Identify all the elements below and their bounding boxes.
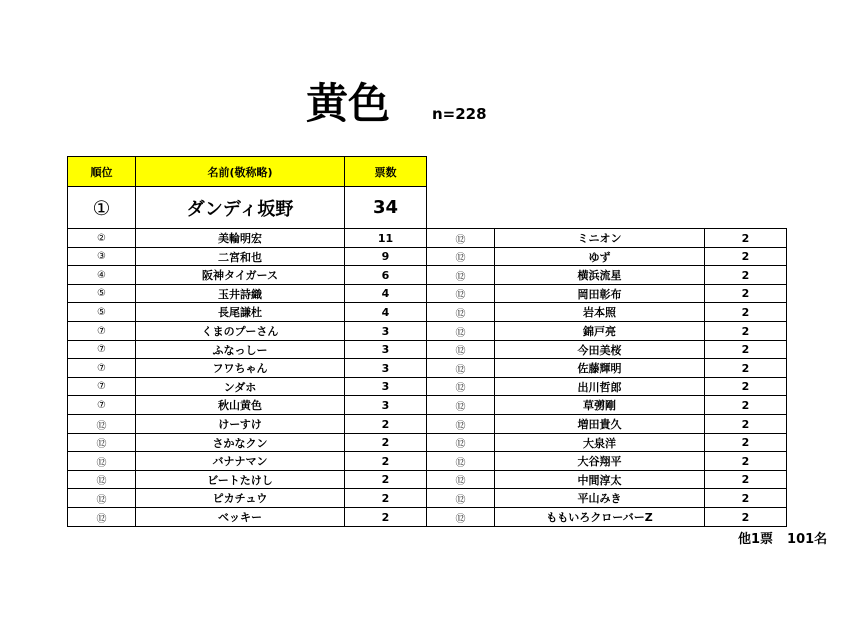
left-row-votes: 2 xyxy=(344,507,427,527)
right-row-votes: 2 xyxy=(704,377,787,396)
left-row-name: 美輪明宏 xyxy=(135,228,345,248)
right-row-votes: 2 xyxy=(704,507,787,527)
left-row-votes: 2 xyxy=(344,433,427,452)
right-row-rank: ⑫ xyxy=(426,488,495,508)
left-row-rank: ⑦ xyxy=(67,395,136,415)
left-row-name: ビートたけし xyxy=(135,470,345,489)
left-row-rank: ④ xyxy=(67,265,136,285)
right-row-rank: ⑫ xyxy=(426,284,495,303)
right-row-rank: ⑫ xyxy=(426,340,495,359)
right-row-rank: ⑫ xyxy=(426,265,495,285)
right-row-votes: 2 xyxy=(704,284,787,303)
left-row-rank: ② xyxy=(67,228,136,248)
right-row-votes: 2 xyxy=(704,340,787,359)
left-row-name: フワちゃん xyxy=(135,358,345,378)
page-title: 黄色 xyxy=(306,79,391,128)
right-row-votes: 2 xyxy=(704,302,787,322)
left-row-name: くまのプーさん xyxy=(135,321,345,341)
left-row-name: さかなクン xyxy=(135,433,345,452)
left-row-rank: ⑫ xyxy=(67,470,136,489)
left-row-rank: ⑤ xyxy=(67,284,136,303)
right-row-rank: ⑫ xyxy=(426,395,495,415)
top-name: ダンディ坂野 xyxy=(135,186,345,229)
left-row-votes: 6 xyxy=(344,265,427,285)
right-row-name: ミニオン xyxy=(494,228,705,248)
left-row-votes: 3 xyxy=(344,377,427,396)
right-row-name: 増田貴久 xyxy=(494,414,705,434)
left-row-name: 秋山黄色 xyxy=(135,395,345,415)
header-rank: 順位 xyxy=(67,156,136,187)
right-row-name: 中間淳太 xyxy=(494,470,705,489)
header-name: 名前(敬称略) xyxy=(135,156,345,187)
top-votes: 34 xyxy=(344,186,427,229)
right-row-votes: 2 xyxy=(704,470,787,489)
sample-size: n=228 xyxy=(432,105,487,123)
right-row-rank: ⑫ xyxy=(426,433,495,452)
left-row-name: 阪神タイガース xyxy=(135,265,345,285)
right-row-votes: 2 xyxy=(704,488,787,508)
left-row-rank: ⑫ xyxy=(67,451,136,471)
left-row-rank: ⑫ xyxy=(67,433,136,452)
right-row-name: 佐藤輝明 xyxy=(494,358,705,378)
left-row-votes: 3 xyxy=(344,358,427,378)
left-row-rank: ⑫ xyxy=(67,488,136,508)
left-row-votes: 3 xyxy=(344,321,427,341)
right-row-name: ゆず xyxy=(494,247,705,266)
left-row-rank: ⑤ xyxy=(67,302,136,322)
right-row-votes: 2 xyxy=(704,265,787,285)
left-row-name: 長尾謙杜 xyxy=(135,302,345,322)
left-row-votes: 2 xyxy=(344,488,427,508)
left-row-name: 玉井詩織 xyxy=(135,284,345,303)
right-row-name: 出川哲郎 xyxy=(494,377,705,396)
right-row-rank: ⑫ xyxy=(426,302,495,322)
right-row-rank: ⑫ xyxy=(426,451,495,471)
right-row-rank: ⑫ xyxy=(426,228,495,248)
right-row-name: 平山みき xyxy=(494,488,705,508)
left-row-name: ふなっしー xyxy=(135,340,345,359)
right-row-rank: ⑫ xyxy=(426,358,495,378)
right-row-votes: 2 xyxy=(704,247,787,266)
left-row-name: バナナマン xyxy=(135,451,345,471)
left-row-votes: 2 xyxy=(344,451,427,471)
left-row-rank: ⑦ xyxy=(67,358,136,378)
left-row-votes: 3 xyxy=(344,395,427,415)
right-row-name: 大泉洋 xyxy=(494,433,705,452)
right-row-name: 岩本照 xyxy=(494,302,705,322)
header-votes: 票数 xyxy=(344,156,427,187)
right-row-name: ももいろクローバーZ xyxy=(494,507,705,527)
right-row-votes: 2 xyxy=(704,451,787,471)
right-row-rank: ⑫ xyxy=(426,247,495,266)
right-row-name: 大谷翔平 xyxy=(494,451,705,471)
right-row-name: 草彅剛 xyxy=(494,395,705,415)
right-row-votes: 2 xyxy=(704,358,787,378)
right-row-name: 今田美桜 xyxy=(494,340,705,359)
right-row-rank: ⑫ xyxy=(426,507,495,527)
left-row-votes: 9 xyxy=(344,247,427,266)
right-row-name: 岡田彰布 xyxy=(494,284,705,303)
right-row-votes: 2 xyxy=(704,395,787,415)
right-row-rank: ⑫ xyxy=(426,470,495,489)
right-row-votes: 2 xyxy=(704,228,787,248)
right-row-votes: 2 xyxy=(704,433,787,452)
left-row-votes: 2 xyxy=(344,414,427,434)
left-row-votes: 3 xyxy=(344,340,427,359)
left-row-name: ンダホ xyxy=(135,377,345,396)
footer-others-label: 他1票 xyxy=(738,532,774,547)
left-row-rank: ⑦ xyxy=(67,340,136,359)
left-row-name: 二宮和也 xyxy=(135,247,345,266)
left-row-rank: ⑫ xyxy=(67,414,136,434)
left-row-rank: ⑦ xyxy=(67,321,136,341)
left-row-rank: ③ xyxy=(67,247,136,266)
right-row-name: 錦戸亮 xyxy=(494,321,705,341)
left-row-votes: 4 xyxy=(344,284,427,303)
right-row-votes: 2 xyxy=(704,414,787,434)
left-row-rank: ⑦ xyxy=(67,377,136,396)
right-row-votes: 2 xyxy=(704,321,787,341)
left-row-votes: 11 xyxy=(344,228,427,248)
right-row-name: 横浜流星 xyxy=(494,265,705,285)
footer-note xyxy=(738,531,827,549)
left-row-rank: ⑫ xyxy=(67,507,136,527)
top-rank: ① xyxy=(67,186,136,229)
right-row-rank: ⑫ xyxy=(426,321,495,341)
right-row-rank: ⑫ xyxy=(426,414,495,434)
left-row-name: けーすけ xyxy=(135,414,345,434)
left-row-votes: 2 xyxy=(344,470,427,489)
left-row-votes: 4 xyxy=(344,302,427,322)
left-row-name: ベッキー xyxy=(135,507,345,527)
footer-others-count: 101名 xyxy=(787,532,828,547)
right-row-rank: ⑫ xyxy=(426,377,495,396)
left-row-name: ピカチュウ xyxy=(135,488,345,508)
